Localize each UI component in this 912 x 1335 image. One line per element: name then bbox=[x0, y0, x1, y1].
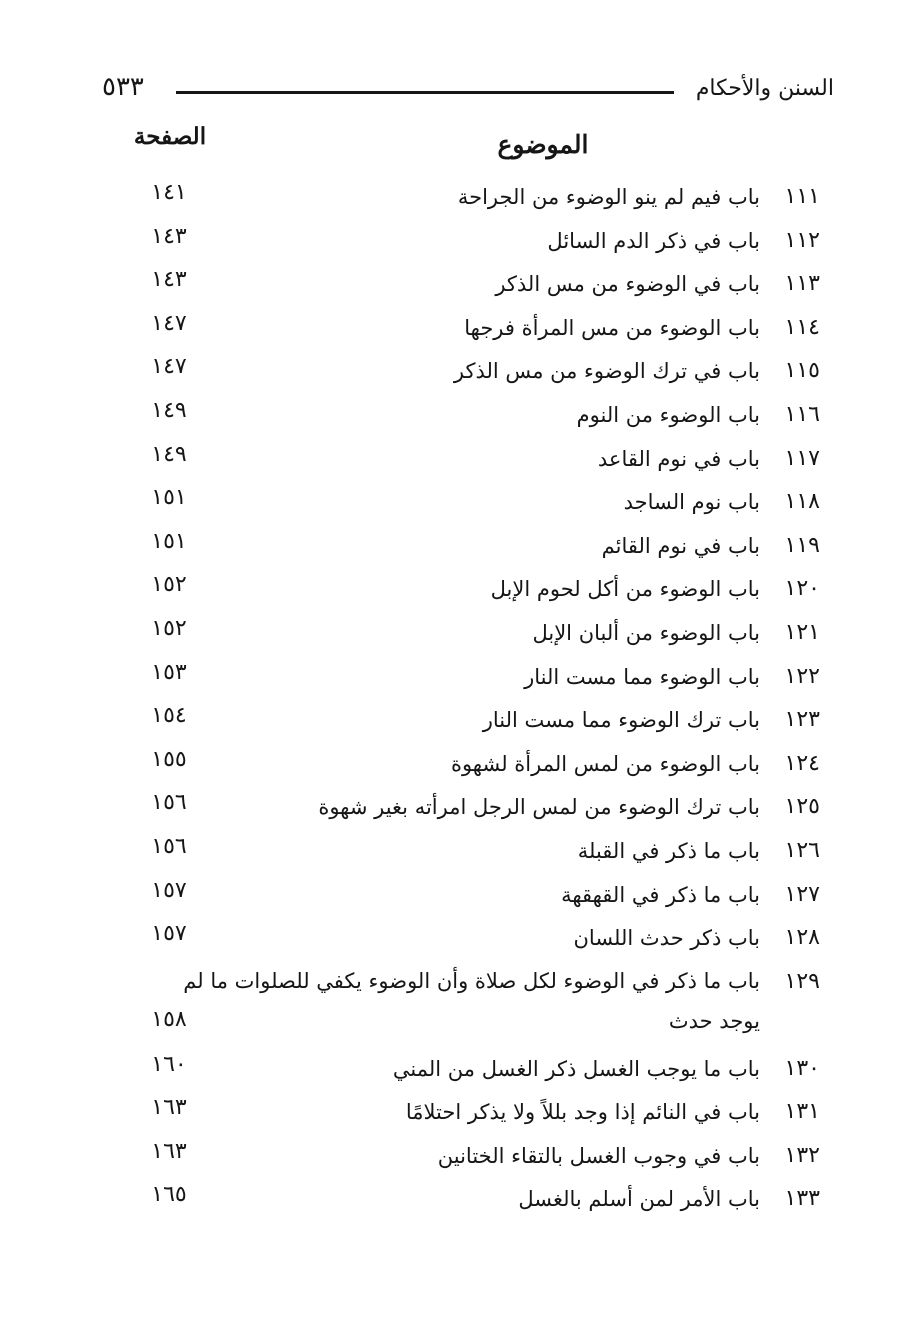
toc-entry bbox=[100, 699, 820, 743]
entry-page: ١٦٣ bbox=[151, 1138, 187, 1164]
entry-number: ١٣٣ bbox=[784, 1186, 820, 1212]
entry-number: ١٢١ bbox=[784, 619, 820, 645]
entry-page: ١٦٠ bbox=[151, 1051, 187, 1077]
entry-title: باب ما يوجب الغسل ذكر الغسل من المني bbox=[392, 1056, 760, 1081]
toc-entry bbox=[100, 743, 820, 787]
toc-entry bbox=[100, 481, 820, 525]
toc-entry bbox=[100, 220, 820, 264]
toc-entry bbox=[100, 1091, 820, 1135]
entry-page: ١٤٩ bbox=[151, 397, 187, 423]
table-of-contents bbox=[100, 176, 820, 1222]
entry-page: ١٦٥ bbox=[151, 1182, 187, 1208]
entry-page: ١٥٦ bbox=[151, 790, 187, 816]
entry-title: باب ما ذكر في القهقهة bbox=[561, 882, 760, 907]
entry-number: ١١٦ bbox=[784, 401, 820, 427]
entry-page: ١٥٣ bbox=[151, 659, 187, 685]
entry-number: ١١٨ bbox=[784, 489, 820, 515]
entry-page: ١٤٧ bbox=[151, 310, 187, 336]
page-column-heading: الصفحة bbox=[133, 123, 207, 150]
entry-number: ١١٣ bbox=[784, 271, 820, 297]
entry-number: ١١٢ bbox=[784, 227, 820, 253]
toc-entry bbox=[100, 874, 820, 918]
entry-title: باب في وجوب الغسل بالتقاء الختانين bbox=[437, 1143, 760, 1168]
toc-entry bbox=[100, 656, 820, 700]
entry-page: ١٥٧ bbox=[151, 877, 187, 903]
entry-number: ١١٥ bbox=[784, 358, 820, 384]
toc-entry bbox=[100, 1135, 820, 1179]
toc-entry bbox=[100, 786, 820, 830]
entry-page: ١٤٧ bbox=[151, 354, 187, 380]
entry-title: باب ترك الوضوء مما مست النار bbox=[482, 708, 760, 733]
entry-number: ١٢٣ bbox=[784, 707, 820, 733]
toc-entry bbox=[100, 350, 820, 394]
entry-number: ١١٧ bbox=[784, 445, 820, 471]
entry-title: باب في نوم القائم bbox=[601, 533, 760, 558]
entry-title: باب الوضوء من لمس المرأة لشهوة bbox=[450, 751, 760, 776]
entry-page: ١٥٤ bbox=[151, 703, 187, 729]
entry-title: باب في ترك الوضوء من مس الذكر bbox=[453, 359, 760, 384]
toc-entry bbox=[100, 917, 820, 961]
toc-entry bbox=[100, 1048, 820, 1092]
entry-title: باب في ذكر الدم السائل bbox=[547, 228, 760, 253]
entry-title: باب في نوم القاعد bbox=[597, 446, 760, 471]
page-number: ٥٣٣ bbox=[102, 72, 144, 102]
entry-number: ١٢٢ bbox=[784, 663, 820, 689]
entry-number: ١٣٠ bbox=[784, 1055, 820, 1081]
toc-entry bbox=[100, 176, 820, 220]
topic-column-heading: الموضوع bbox=[497, 130, 589, 159]
toc-entry bbox=[100, 961, 820, 1048]
entry-title: باب الوضوء من مس المرأة فرجها bbox=[464, 315, 760, 340]
entry-page: ١٥٢ bbox=[151, 572, 187, 598]
entry-number: ١٢٨ bbox=[784, 925, 820, 951]
entry-title: باب الوضوء من النوم bbox=[576, 402, 760, 427]
entry-page: ١٥٧ bbox=[151, 921, 187, 947]
entry-number: ١١١ bbox=[784, 184, 820, 209]
entry-number: ١٢٧ bbox=[784, 881, 820, 907]
entry-page: ١٤٩ bbox=[151, 441, 187, 467]
toc-entry bbox=[100, 568, 820, 612]
entry-number: ١٢٤ bbox=[784, 750, 820, 776]
entry-number: ١٢٥ bbox=[784, 794, 820, 820]
entry-page: ١٥١ bbox=[151, 528, 187, 554]
toc-entry bbox=[100, 1178, 820, 1222]
entry-title: باب الوضوء من أكل لحوم الإبل bbox=[490, 577, 760, 602]
toc-entry bbox=[100, 307, 820, 351]
entry-title: باب في النائم إذا وجد بللاً ولا يذكر احتلامًا bbox=[405, 1100, 760, 1125]
entry-title: باب الوضوء مما مست النار bbox=[524, 664, 760, 689]
entry-number: ١٢٠ bbox=[784, 576, 820, 602]
entry-number: ١٣٢ bbox=[784, 1142, 820, 1168]
entry-title: باب ترك الوضوء من لمس الرجل امرأته بغير شهوة bbox=[318, 795, 760, 820]
entry-page: ١٦٣ bbox=[151, 1095, 187, 1121]
entry-title: باب نوم الساجد bbox=[623, 490, 760, 515]
entry-title: باب الأمر لمن أسلم بالغسل bbox=[518, 1187, 760, 1212]
entry-page: ١٥٦ bbox=[151, 833, 187, 859]
running-header-title: السنن والأحكام bbox=[695, 76, 834, 101]
entry-page: ١٥٥ bbox=[151, 746, 187, 772]
entry-page: ١٤١ bbox=[151, 180, 187, 205]
entry-title: باب في الوضوء من مس الذكر bbox=[495, 272, 760, 297]
entry-page: ١٥٨ bbox=[151, 1006, 187, 1032]
entry-number: ١٢٩ bbox=[784, 968, 820, 994]
entry-number: ١٣١ bbox=[784, 1099, 820, 1125]
entry-page: ١٥٢ bbox=[151, 615, 187, 641]
toc-entry bbox=[100, 612, 820, 656]
entry-title: باب فيم لم ينو الوضوء من الجراحة bbox=[457, 185, 760, 209]
header-rule bbox=[176, 91, 674, 94]
entry-page: ١٤٣ bbox=[151, 223, 187, 249]
toc-entry bbox=[100, 830, 820, 874]
entry-title: باب ما ذكر في القبلة bbox=[577, 838, 760, 863]
entry-title: باب ذكر حدث اللسان bbox=[573, 926, 760, 951]
toc-entry bbox=[100, 263, 820, 307]
toc-entry bbox=[100, 394, 820, 438]
entry-number: ١٢٦ bbox=[784, 837, 820, 863]
entry-page: ١٤٣ bbox=[151, 267, 187, 293]
toc-entry bbox=[100, 438, 820, 482]
entry-number: ١١٤ bbox=[784, 314, 820, 340]
entry-title: باب الوضوء من ألبان الإبل bbox=[532, 620, 760, 645]
entry-page: ١٥١ bbox=[151, 485, 187, 511]
toc-entry bbox=[100, 525, 820, 569]
entry-title: باب ما ذكر في الوضوء لكل صلاة وأن الوضوء يكفي للصلوات ما لم يوجد حدث bbox=[183, 968, 760, 1033]
entry-number: ١١٩ bbox=[784, 532, 820, 558]
